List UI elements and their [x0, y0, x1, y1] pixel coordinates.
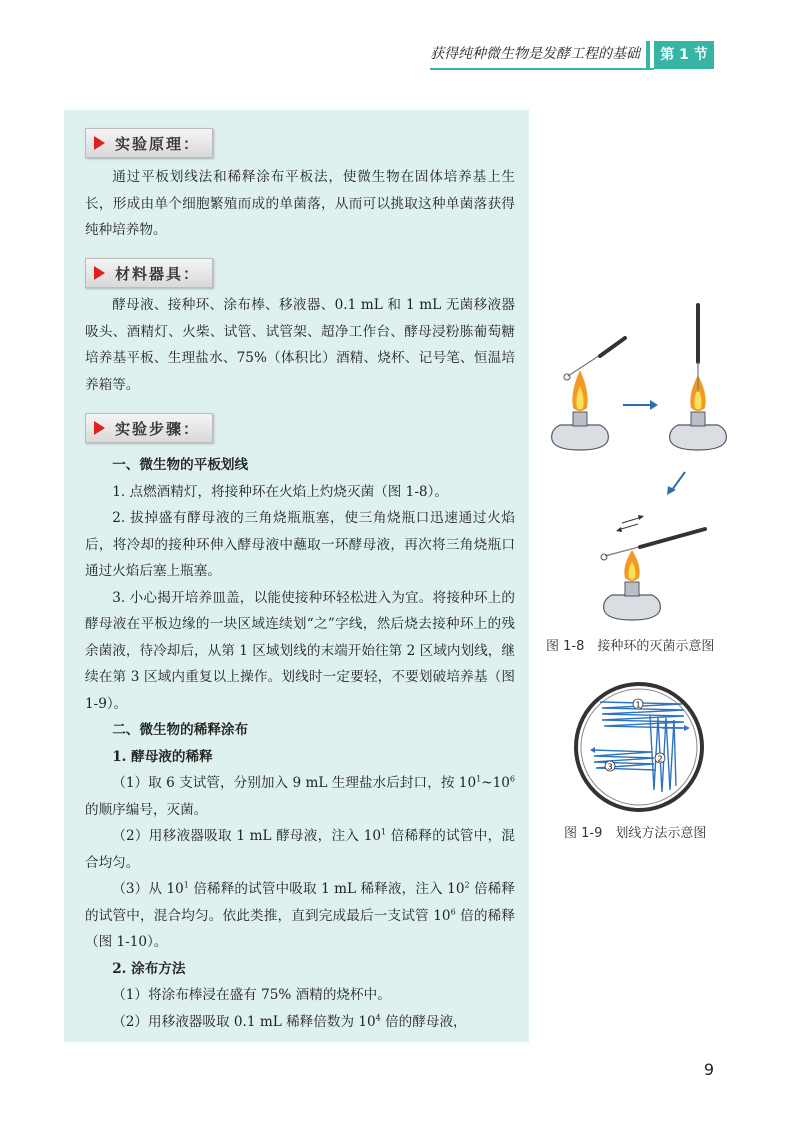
- loop-sterilization-figure: [540, 300, 730, 630]
- principle-paragraph: [85, 164, 515, 244]
- principle-heading: [85, 128, 213, 158]
- section-tab: 第 1 节: [654, 41, 714, 69]
- streak-method-figure: [572, 680, 707, 815]
- zone-2-label: 2: [657, 754, 663, 764]
- step-1: 1. 点燃酒精灯，将接种环在火焰上灼烧灭菌（图 1-8）。: [112, 483, 448, 500]
- step-3: 3. 小心揭开培养皿盖，以能使接种环轻松进入为宜。将接种环上的酵母液在平板边缘的一块区域连续划“之”字线，然后烧去接种环上的残余菌液，待冷却后，从第 1 区域划线的末端开始往第 2 区域内划线，继续在第 3 区域内重复以上操作。划线时一定要轻，不要划破培养基（图 1-9）。: [85, 589, 515, 712]
- step-2: 2. 拔掉盛有酵母液的三角烧瓶瓶塞，使三角烧瓶口迅速通过火焰后，将冷却的接种环伸入酵母液中蘸取一环酵母液，再次将三角烧瓶口通过火焰后塞上瓶塞。: [85, 510, 515, 579]
- principle-heading-text: 实验原理：: [115, 134, 201, 153]
- dilution-step-3: （3）从 $10^1$ 倍稀释的试管中吸取 1 mL 稀释液，注入 $10^2$ 倍稀释的试管中，混合均匀。依此类推，直到完成最后一支试管 $10^6$ 倍的稀释（图 1-10）。: [85, 880, 515, 950]
- dilution-title: 1. 酵母液的稀释: [112, 748, 213, 765]
- steps-heading: [85, 413, 213, 443]
- coating-step-1: （1）将涂布棒浸在盛有 75% 酒精的烧杯中。: [112, 987, 391, 1003]
- arrow-icon: [672, 472, 685, 490]
- part2-title: 二、微生物的稀释涂布: [112, 722, 249, 738]
- chapter-title: 获得纯种微生物是发酵工程的基础: [430, 40, 654, 70]
- loop-handle: [600, 338, 625, 356]
- steps-heading-text: 实验步骤：: [115, 419, 201, 438]
- dilution-step-2: （2）用移液器吸取 1 mL 酵母液，注入 $10^1$ 倍稀释的试管中，混合均匀。: [85, 827, 516, 871]
- red-triangle-icon: [94, 421, 105, 435]
- figure-1-9-caption: 图 1-9 划线方法示意图: [564, 826, 707, 841]
- alcohol-lamp-icon: [552, 370, 609, 450]
- figure-1-8-caption: 图 1-8 接种环的灭菌示意图: [546, 639, 715, 654]
- dilution-step-1: （1）取 6 支试管，分别加入 9 mL 生理盐水后封口，按 $10^1\sim 10^6$ 的顺序编号，灭菌。: [85, 774, 515, 818]
- coating-step-2: （2）用移液器吸取 0.1 mL 稀释倍数为 $10^4$ 倍的酵母液，: [112, 1012, 467, 1030]
- page-number: 9: [703, 1060, 714, 1079]
- steps-body: [85, 452, 515, 1035]
- red-triangle-icon: [94, 136, 105, 150]
- running-header: [430, 40, 714, 70]
- part1-title: 一、微生物的平板划线: [112, 457, 249, 473]
- materials-heading-text: 材料器具：: [115, 264, 201, 283]
- principle-text: 通过平板划线法和稀释涂布平板法，使微生物在固体培养基上生长，形成由单个细胞繁殖而成的单菌落，从而可以挑取这种单菌落获得纯种培养物。: [85, 169, 515, 238]
- zone-3-label: 3: [607, 762, 613, 772]
- alcohol-lamp-icon: [604, 550, 661, 620]
- zone-1-label: 1: [635, 700, 641, 710]
- materials-text: 酵母液、接种环、涂布棒、移液器、0.1 mL 和 1 mL 无菌移液器吸头、酒精灯、火柴、试管、试管架、超净工作台、酵母浸粉胨葡萄糖培养基平板、生理盐水、75%（体积比）酒精、烧杯、记号笔、恒温培养箱等。: [85, 297, 515, 393]
- coating-title: 2. 涂布方法: [112, 960, 186, 977]
- red-triangle-icon: [94, 266, 105, 280]
- materials-paragraph: [85, 292, 515, 398]
- materials-heading: [85, 258, 213, 288]
